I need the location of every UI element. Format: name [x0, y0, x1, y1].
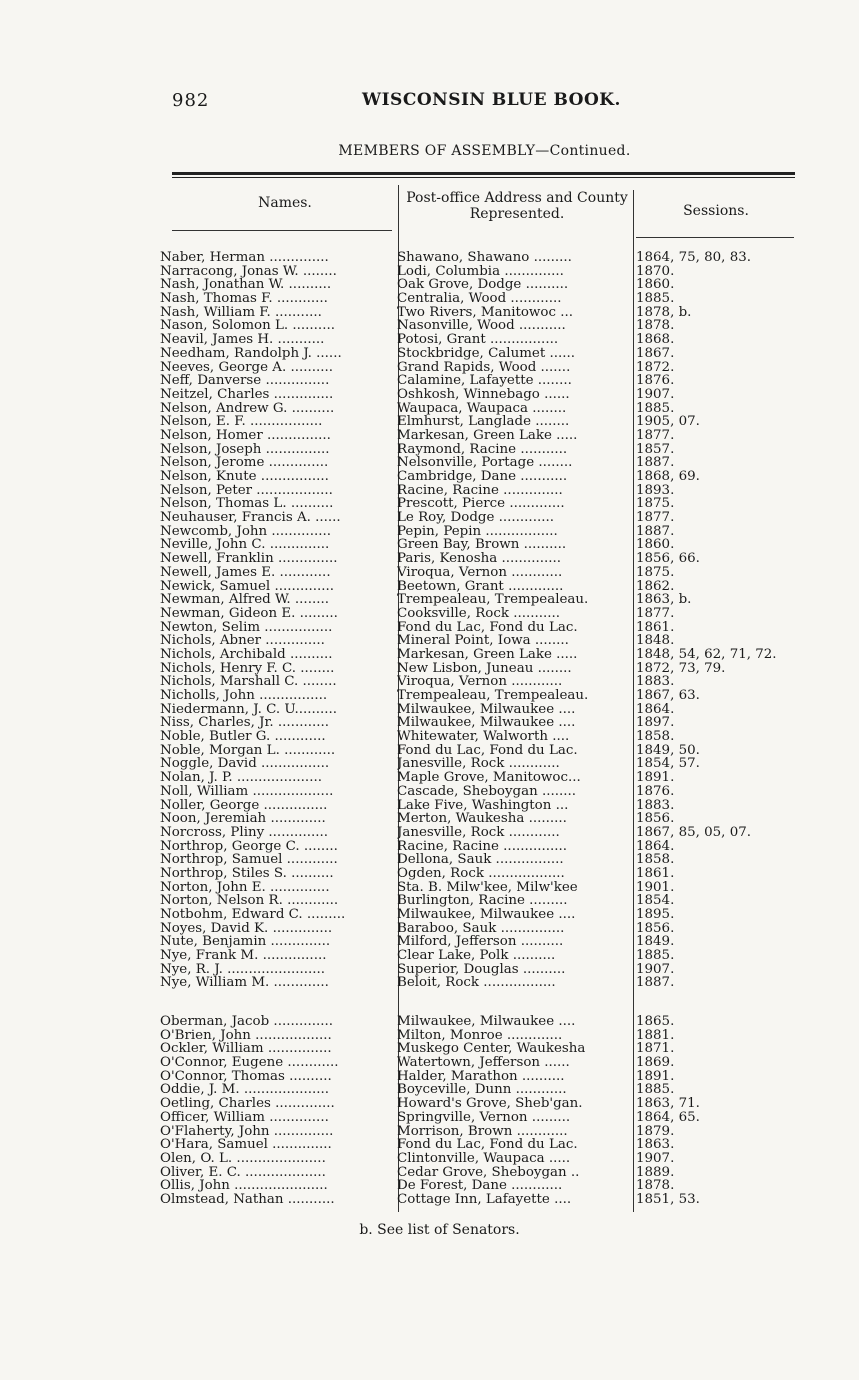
member-address: Boyceville, Dunn ............: [397, 1083, 567, 1098]
member-sessions: 1854, 57.: [636, 757, 700, 772]
member-address: Howard's Grove, Sheb'gan.: [397, 1097, 583, 1111]
member-address: Racine, Racine ..............: [397, 483, 563, 498]
member-address: Dellona, Sauk ................: [397, 853, 564, 867]
member-address: Milwaukee, Milwaukee ....: [397, 908, 576, 922]
member-name: Northrop, Stiles S. ..........: [160, 866, 334, 881]
member-sessions: 1885.: [636, 949, 675, 963]
post-office-column-header: Post-office Address and County Represented.: [406, 190, 628, 222]
member-address: Calamine, Lafayette ........: [397, 374, 572, 388]
member-sessions: 1864, 65.: [636, 1110, 700, 1125]
member-sessions: 1863, b.: [636, 593, 692, 607]
member-name: Nichols, Marshall C. ........: [160, 675, 337, 689]
names-column-o: [160, 1015, 392, 1207]
member-sessions: 1863.: [636, 1138, 675, 1152]
member-sessions: 1878.: [636, 1179, 675, 1193]
member-name: Nelson, Andrew G. ..........: [160, 401, 335, 416]
member-address: Springville, Vernon .........: [397, 1110, 571, 1125]
member-name: Noll, William ...................: [160, 784, 334, 799]
member-sessions: 1868, 69.: [636, 470, 700, 484]
member-address: Ogden, Rock ..................: [397, 866, 565, 881]
member-sessions: 1901.: [636, 880, 675, 895]
member-name: Norton, Nelson R. ............: [160, 894, 339, 908]
member-name: O'Brien, John ..................: [160, 1028, 332, 1043]
member-name: Needham, Randolph J. ......: [160, 346, 342, 361]
member-sessions: 1893.: [636, 483, 675, 498]
member-sessions: 1905, 07.: [636, 415, 700, 429]
member-address: Waupaca, Waupaca ........: [397, 401, 567, 416]
member-sessions: 1858.: [636, 730, 675, 744]
member-sessions: 1877.: [636, 428, 675, 443]
member-address: Janesville, Rock ............: [397, 757, 560, 772]
member-name: Newcomb, John ..............: [160, 524, 331, 539]
member-sessions: 1851, 53.: [636, 1192, 700, 1207]
member-sessions: 1883.: [636, 798, 675, 813]
member-sessions: 1907.: [636, 1151, 675, 1166]
member-sessions: 1885.: [636, 1083, 675, 1098]
member-sessions: 1862.: [636, 579, 675, 594]
member-sessions: 1865.: [636, 1015, 675, 1029]
member-sessions: 1871.: [636, 1042, 675, 1057]
member-address: Viroqua, Vernon ............: [397, 675, 563, 689]
member-sessions: 1875.: [636, 497, 675, 512]
member-sessions: 1867, 63.: [636, 689, 700, 703]
member-name: Noggle, David ................: [160, 757, 330, 772]
member-name: Officer, William ..............: [160, 1110, 329, 1125]
member-name: Noller, George ...............: [160, 798, 328, 813]
member-address: Superior, Douglas ..........: [397, 962, 566, 977]
footnote: b. See list of Senators.: [359, 1222, 520, 1238]
member-address: Racine, Racine ...............: [397, 839, 568, 854]
member-address: Milwaukee, Milwaukee ....: [397, 702, 576, 717]
member-name: Oberman, Jacob ..............: [160, 1015, 334, 1029]
member-address: Clintonville, Waupaca .....: [397, 1151, 571, 1166]
member-name: Neeves, George A. ..........: [160, 360, 334, 375]
member-address: Cedar Grove, Sheboygan ..: [397, 1165, 580, 1180]
member-name: Neuhauser, Francis A. ......: [160, 511, 341, 525]
member-address: Prescott, Pierce .............: [397, 497, 565, 512]
member-address: Viroqua, Vernon ............: [397, 565, 563, 580]
member-sessions: 1864.: [636, 702, 675, 717]
member-name: Nelson, Peter ..................: [160, 483, 333, 498]
member-sessions: 1907.: [636, 962, 675, 977]
sessions-column-n: [636, 251, 796, 990]
member-sessions: 1848, 54, 62, 71, 72.: [636, 647, 777, 662]
member-name: O'Connor, Thomas ..........: [160, 1069, 332, 1084]
member-address: Potosi, Grant ................: [397, 333, 559, 347]
member-address: Oak Grove, Dodge ..........: [397, 278, 569, 293]
member-sessions: 1857.: [636, 442, 675, 457]
member-sessions: 1867, 85, 05, 07.: [636, 825, 751, 840]
member-address: Whitewater, Walworth ....: [397, 730, 570, 744]
member-address: Lake Five, Washington ...: [397, 798, 569, 813]
member-sessions: 1907.: [636, 387, 675, 402]
member-name: Neitzel, Charles ..............: [160, 387, 334, 402]
member-name: Noble, Morgan L. ............: [160, 743, 336, 758]
member-name: Nelson, Joseph ...............: [160, 442, 330, 457]
member-address: Nasonville, Wood ...........: [397, 319, 566, 334]
member-address: Markesan, Green Lake .....: [397, 428, 578, 443]
column-divider-2: [633, 190, 634, 1212]
sessions-column-o: [636, 1015, 796, 1207]
running-head: WISCONSIN BLUE BOOK.: [362, 90, 621, 110]
member-address: Mineral Point, Iowa ........: [397, 634, 569, 648]
member-name: O'Hara, Samuel ..............: [160, 1138, 332, 1152]
member-sessions: 1897.: [636, 716, 675, 731]
member-address: Le Roy, Dodge .............: [397, 511, 554, 525]
member-name: Ollis, John ......................: [160, 1179, 328, 1193]
member-name: Northrop, Samuel ............: [160, 853, 338, 867]
member-name: Neville, John C. ..............: [160, 538, 330, 553]
member-address: Milwaukee, Milwaukee ....: [397, 716, 576, 731]
member-address: Lodi, Columbia ..............: [397, 264, 564, 279]
member-name: Newton, Selim ................: [160, 620, 333, 635]
member-name: Olen, O. L. .....................: [160, 1151, 326, 1166]
address-column-n: [397, 251, 631, 990]
member-address: Markesan, Green Lake .....: [397, 647, 578, 662]
member-address: Cooksville, Rock ...........: [397, 606, 561, 621]
member-name: Newell, Franklin ..............: [160, 552, 338, 566]
member-sessions: 1891.: [636, 771, 675, 785]
member-name: Newell, James E. ............: [160, 565, 331, 580]
member-address: Grand Rapids, Wood .......: [397, 360, 571, 375]
member-name: Neff, Danverse ...............: [160, 374, 330, 388]
member-address: De Forest, Dane ............: [397, 1179, 563, 1193]
member-sessions: 1869.: [636, 1056, 675, 1070]
names-column-header: Names.: [258, 195, 312, 211]
member-name: Oddie, J. M. ....................: [160, 1083, 330, 1098]
member-address: Milford, Jefferson ..........: [397, 935, 564, 950]
member-address: Merton, Waukesha .........: [397, 812, 567, 826]
member-address: Fond du Lac, Fond du Lac.: [397, 620, 578, 635]
member-sessions: 1889.: [636, 1165, 675, 1180]
top-double-rule: [172, 172, 795, 178]
member-address: Milwaukee, Milwaukee ....: [397, 1015, 576, 1029]
member-sessions: 1877.: [636, 511, 675, 525]
member-name: Nye, William M. .............: [160, 976, 329, 991]
member-address: Clear Lake, Polk ..........: [397, 949, 556, 963]
member-name: Noyes, David K. ..............: [160, 921, 333, 936]
member-sessions: 1877.: [636, 606, 675, 621]
member-address: Sta. B. Milw'kee, Milw'kee: [397, 880, 578, 895]
member-sessions: 1864.: [636, 839, 675, 854]
member-sessions: 1863, 71.: [636, 1097, 700, 1111]
member-name: Nelson, Knute ................: [160, 470, 329, 484]
member-address: Green Bay, Brown ..........: [397, 538, 567, 553]
member-address: Cambridge, Dane ...........: [397, 470, 568, 484]
member-name: Nelson, Thomas L. ..........: [160, 497, 334, 512]
member-name: Narracong, Jonas W. ........: [160, 264, 337, 279]
member-address: Beloit, Rock .................: [397, 976, 556, 991]
member-name: Ockler, William ...............: [160, 1042, 332, 1057]
member-name: Nelson, E. F. .................: [160, 415, 323, 429]
member-name: Nichols, Archibald ..........: [160, 647, 333, 662]
member-name: Nichols, Henry F. C. ........: [160, 661, 335, 676]
member-name: Oetling, Charles ..............: [160, 1097, 335, 1111]
member-sessions: 1870.: [636, 264, 675, 279]
member-sessions: 1881.: [636, 1028, 675, 1043]
member-address: Baraboo, Sauk ...............: [397, 921, 565, 936]
member-sessions: 1849, 50.: [636, 743, 700, 758]
member-sessions: 1887.: [636, 524, 675, 539]
member-address: Watertown, Jefferson ......: [397, 1056, 570, 1070]
member-sessions: 1885.: [636, 401, 675, 416]
member-address: Fond du Lac, Fond du Lac.: [397, 1138, 578, 1152]
member-address: Trempealeau, Trempealeau.: [397, 689, 589, 703]
member-sessions: 1861.: [636, 620, 675, 635]
member-address: Raymond, Racine ...........: [397, 442, 568, 457]
member-sessions: 1856.: [636, 812, 675, 826]
member-sessions: 1876.: [636, 374, 675, 388]
member-address: Oshkosh, Winnebago ......: [397, 387, 570, 402]
member-sessions: 1854.: [636, 894, 675, 908]
member-name: Olmstead, Nathan ...........: [160, 1192, 335, 1207]
member-sessions: 1849.: [636, 935, 675, 950]
member-name: Nelson, Jerome ..............: [160, 456, 329, 470]
member-address: Milton, Monroe .............: [397, 1028, 563, 1043]
member-address: Beetown, Grant .............: [397, 579, 564, 594]
member-name: Nash, Jonathan W. ..........: [160, 278, 332, 293]
member-name: O'Connor, Eugene ............: [160, 1056, 339, 1070]
member-address: Janesville, Rock ............: [397, 825, 560, 840]
names-header-rule: [172, 230, 392, 231]
member-sessions: 1895.: [636, 908, 675, 922]
member-address: Morrison, Brown ............: [397, 1124, 568, 1139]
member-sessions: 1860.: [636, 538, 675, 553]
member-name: Notbohm, Edward C. .........: [160, 908, 346, 922]
member-sessions: 1878, b.: [636, 305, 692, 320]
member-sessions: 1883.: [636, 675, 675, 689]
member-address: Pepin, Pepin .................: [397, 524, 558, 539]
member-sessions: 1860.: [636, 278, 675, 293]
member-sessions: 1861.: [636, 866, 675, 881]
member-name: Oliver, E. C. ...................: [160, 1165, 326, 1180]
member-sessions: 1885.: [636, 292, 675, 306]
member-name: Noble, Butler G. ............: [160, 730, 326, 744]
member-sessions: 1856.: [636, 921, 675, 936]
member-sessions: 1856, 66.: [636, 552, 700, 566]
member-address: Centralia, Wood ............: [397, 292, 562, 306]
member-address: Maple Grove, Manitowoc...: [397, 771, 581, 785]
member-sessions: 1891.: [636, 1069, 675, 1084]
member-name: Naber, Herman ..............: [160, 251, 329, 265]
member-name: Niss, Charles, Jr. ............: [160, 716, 329, 731]
member-sessions: 1876.: [636, 784, 675, 799]
member-sessions: 1848.: [636, 634, 675, 648]
member-address: Shawano, Shawano .........: [397, 251, 572, 265]
member-sessions: 1864, 75, 80, 83.: [636, 251, 751, 265]
page-number: 982: [172, 90, 210, 111]
member-name: Newman, Gideon E. .........: [160, 606, 338, 621]
member-address: Burlington, Racine .........: [397, 894, 568, 908]
member-name: Niedermann, J. C. U..........: [160, 702, 338, 717]
member-address: Two Rivers, Manitowoc ...: [397, 305, 573, 320]
member-name: Nash, Thomas F. ............: [160, 292, 328, 306]
member-sessions: 1867.: [636, 346, 675, 361]
member-name: Newick, Samuel ..............: [160, 579, 335, 594]
member-address: Trempealeau, Trempealeau.: [397, 593, 589, 607]
member-name: Newman, Alfred W. ........: [160, 593, 329, 607]
member-name: Nason, Solomon L. ..........: [160, 319, 335, 334]
names-column-n: [160, 251, 392, 990]
member-name: O'Flaherty, John ..............: [160, 1124, 334, 1139]
member-name: Nicholls, John ................: [160, 689, 328, 703]
member-sessions: 1879.: [636, 1124, 675, 1139]
member-address: Elmhurst, Langlade ........: [397, 415, 570, 429]
member-name: Nye, R. J. .......................: [160, 962, 326, 977]
member-sessions: 1887.: [636, 976, 675, 991]
member-name: Northrop, George C. ........: [160, 839, 338, 854]
member-name: Norcross, Pliny ..............: [160, 825, 329, 840]
sessions-header-rule: [636, 237, 794, 238]
member-sessions: 1872, 73, 79.: [636, 661, 726, 676]
member-name: Nichols, Abner ..............: [160, 634, 325, 648]
member-address: Cottage Inn, Lafayette ....: [397, 1192, 572, 1207]
member-name: Noon, Jeremiah .............: [160, 812, 326, 826]
member-sessions: 1868.: [636, 333, 675, 347]
member-sessions: 1872.: [636, 360, 675, 375]
member-sessions: 1878.: [636, 319, 675, 334]
member-address: Paris, Kenosha ..............: [397, 552, 562, 566]
member-address: New Lisbon, Juneau ........: [397, 661, 572, 676]
member-name: Nute, Benjamin ..............: [160, 935, 331, 950]
address-column-o: [397, 1015, 631, 1207]
member-address: Stockbridge, Calumet ......: [397, 346, 576, 361]
member-address: Muskego Center, Waukesha: [397, 1042, 586, 1057]
member-sessions: 1875.: [636, 565, 675, 580]
member-sessions: 1887.: [636, 456, 675, 470]
member-address: Cascade, Sheboygan ........: [397, 784, 577, 799]
member-name: Nolan, J. P. ....................: [160, 771, 322, 785]
table-caption: MEMBERS OF ASSEMBLY—Continued.: [338, 143, 631, 159]
member-name: Nash, William F. ...........: [160, 305, 322, 320]
member-address: Nelsonville, Portage ........: [397, 456, 573, 470]
member-address: Fond du Lac, Fond du Lac.: [397, 743, 578, 758]
member-name: Nye, Frank M. ...............: [160, 949, 327, 963]
member-address: Halder, Marathon ..........: [397, 1069, 565, 1084]
member-name: Nelson, Homer ...............: [160, 428, 331, 443]
member-name: Norton, John E. ..............: [160, 880, 330, 895]
member-sessions: 1858.: [636, 853, 675, 867]
sessions-column-header: Sessions.: [683, 203, 749, 219]
member-name: Neavil, James H. ...........: [160, 333, 325, 347]
